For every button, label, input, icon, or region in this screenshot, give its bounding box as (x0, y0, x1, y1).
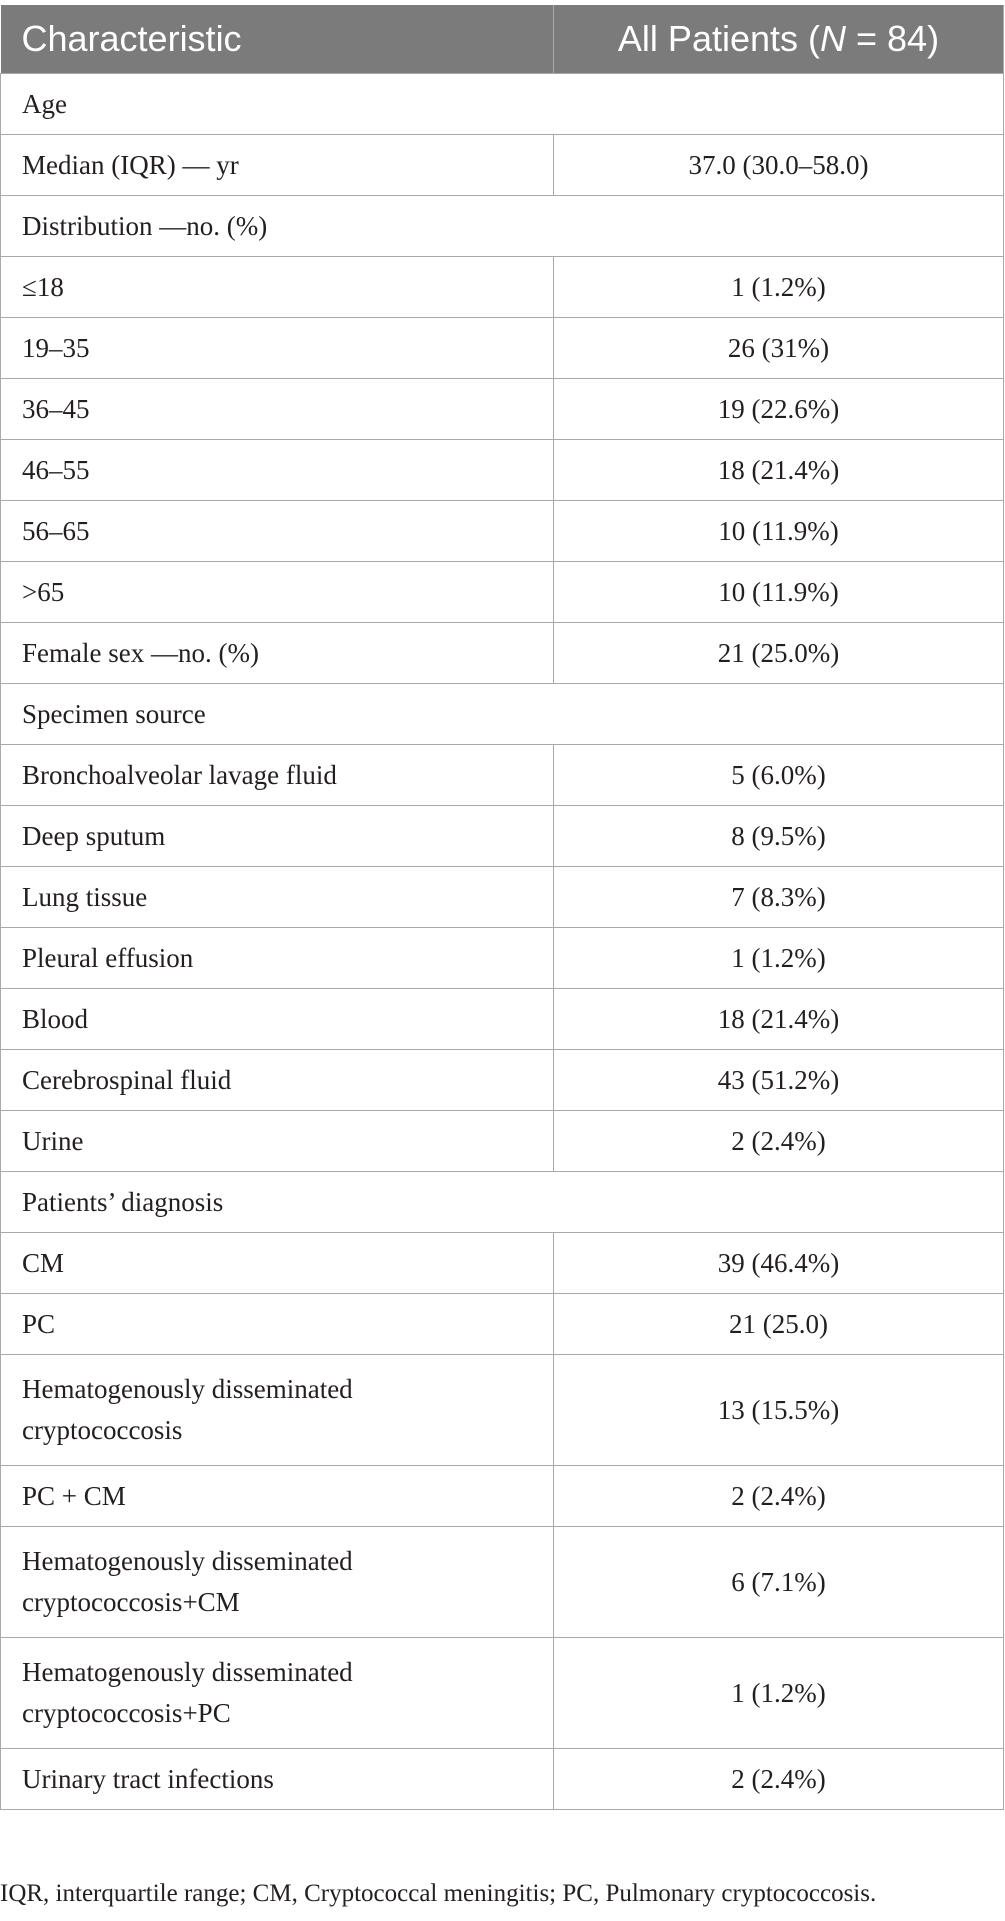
table-row (1, 1527, 1004, 1638)
row-value: 1 (1.2%) (554, 257, 1004, 318)
table-row (1, 501, 1004, 562)
row-value: 2 (2.4%) (554, 1749, 1004, 1810)
table-row (1, 623, 1004, 684)
row-label-line: Hematogenously disseminated (22, 1546, 353, 1576)
row-value: 19 (22.6%) (554, 379, 1004, 440)
row-label: Cerebrospinal fluid (1, 1050, 554, 1111)
table-body (1, 74, 1004, 1810)
row-value: 39 (46.4%) (554, 1233, 1004, 1294)
row-label: PC (1, 1294, 554, 1355)
header-row (1, 5, 1004, 74)
row-value: 18 (21.4%) (554, 989, 1004, 1050)
table-row (1, 257, 1004, 318)
row-label: 19–35 (1, 318, 554, 379)
table-row (1, 1355, 1004, 1466)
section-row (1, 196, 1004, 257)
table-row (1, 562, 1004, 623)
row-value: 21 (25.0) (554, 1294, 1004, 1355)
row-label: Pleural effusion (1, 928, 554, 989)
table-row (1, 989, 1004, 1050)
row-value: 8 (9.5%) (554, 806, 1004, 867)
row-label-line: cryptococcosis (22, 1415, 183, 1445)
row-value: 6 (7.1%) (554, 1527, 1004, 1638)
section-row (1, 684, 1004, 745)
row-label-line: cryptococcosis+CM (22, 1587, 240, 1617)
table-row (1, 1749, 1004, 1810)
header-characteristic: Characteristic (1, 5, 554, 74)
row-label: CM (1, 1233, 554, 1294)
row-label: Bronchoalveolar lavage fluid (1, 745, 554, 806)
row-value: 43 (51.2%) (554, 1050, 1004, 1111)
row-label: Median (IQR) — yr (1, 135, 554, 196)
row-label: ≤18 (1, 257, 554, 318)
characteristics-table (0, 5, 1004, 1810)
table-row (1, 806, 1004, 867)
section-label: Specimen source (1, 684, 1004, 745)
table-row (1, 1466, 1004, 1527)
row-label-line: cryptococcosis+PC (22, 1698, 231, 1728)
row-value: 1 (1.2%) (554, 1638, 1004, 1749)
row-label (1, 1638, 554, 1749)
row-label: 46–55 (1, 440, 554, 501)
row-label (1, 1355, 554, 1466)
row-label-line: Hematogenously disseminated (22, 1374, 353, 1404)
table-row (1, 1638, 1004, 1749)
table-row (1, 318, 1004, 379)
row-value: 2 (2.4%) (554, 1466, 1004, 1527)
row-label: Urine (1, 1111, 554, 1172)
section-row (1, 74, 1004, 135)
row-label: 56–65 (1, 501, 554, 562)
table-footnote: IQR, interquartile range; CM, Cryptococcal meningitis; PC, Pulmonary cryptococcosis. (0, 1880, 877, 1907)
row-value: 21 (25.0%) (554, 623, 1004, 684)
row-value: 5 (6.0%) (554, 745, 1004, 806)
row-value: 18 (21.4%) (554, 440, 1004, 501)
row-label (1, 1527, 554, 1638)
section-label: Distribution —no. (%) (1, 196, 1004, 257)
row-label: Female sex —no. (%) (1, 623, 554, 684)
row-value: 26 (31%) (554, 318, 1004, 379)
row-label: Urinary tract infections (1, 1749, 554, 1810)
row-label: Deep sputum (1, 806, 554, 867)
table-row (1, 1294, 1004, 1355)
table-row (1, 867, 1004, 928)
row-value: 37.0 (30.0–58.0) (554, 135, 1004, 196)
row-value: 2 (2.4%) (554, 1111, 1004, 1172)
section-label: Patients’ diagnosis (1, 1172, 1004, 1233)
section-label: Age (1, 74, 1004, 135)
row-value: 7 (8.3%) (554, 867, 1004, 928)
section-row (1, 1172, 1004, 1233)
row-value: 10 (11.9%) (554, 501, 1004, 562)
row-value: 1 (1.2%) (554, 928, 1004, 989)
row-label-line: Hematogenously disseminated (22, 1657, 353, 1687)
table-row (1, 1050, 1004, 1111)
row-value: 10 (11.9%) (554, 562, 1004, 623)
table-row (1, 928, 1004, 989)
header-all-patients: All Patients (N = 84) (554, 5, 1004, 74)
table-row (1, 745, 1004, 806)
table-row (1, 1233, 1004, 1294)
row-label: >65 (1, 562, 554, 623)
row-label: 36–45 (1, 379, 554, 440)
row-label: Blood (1, 989, 554, 1050)
table-row (1, 135, 1004, 196)
row-label: Lung tissue (1, 867, 554, 928)
table-row (1, 440, 1004, 501)
row-label: PC + CM (1, 1466, 554, 1527)
table-row (1, 1111, 1004, 1172)
table-row (1, 379, 1004, 440)
row-value: 13 (15.5%) (554, 1355, 1004, 1466)
